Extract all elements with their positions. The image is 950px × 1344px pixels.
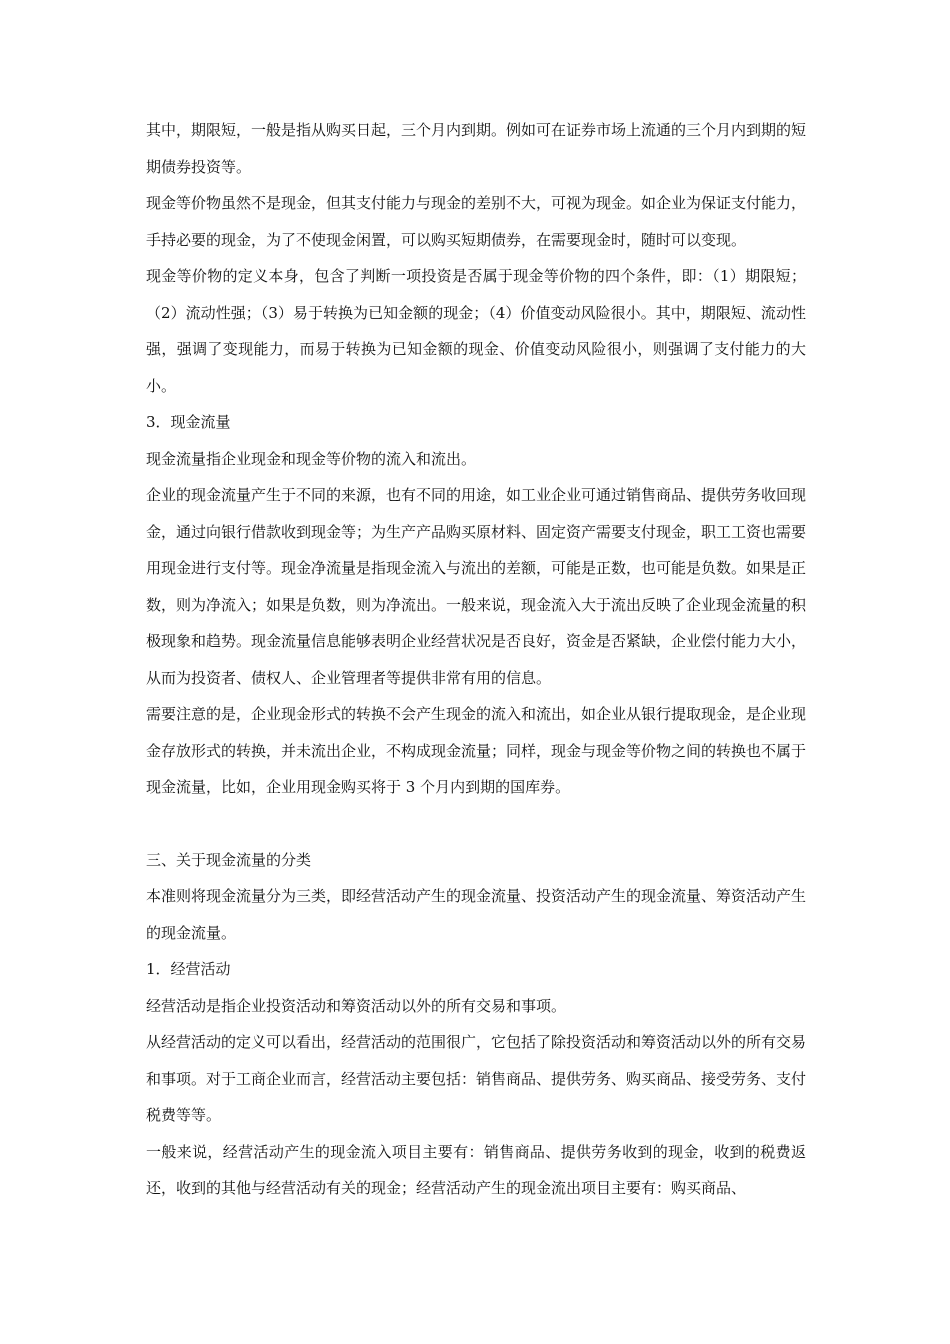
- paragraph: 企业的现金流量产生于不同的来源，也有不同的用途，如工业企业可通过销售商品、提供劳务收回现金，通过向银行借款收到现金等；为生产产品购买原材料、固定资产需要支付现金，职工工资也需要用现金进行支付等。现金净流量是指现金流入与流出的差额，可能是正数，也可能是负数。如果是正数，则为净流入；如果是负数，则为净流出。一般来说，现金流入大于流出反映了企业现金流量的积极现象和趋势。现金流量信息能够表明企业经营状况是否良好，资金是否紧缺，企业偿付能力大小，从而为投资者、债权人、企业管理者等提供非常有用的信息。: [146, 486, 807, 687]
- paragraph: 本准则将现金流量分为三类，即经营活动产生的现金流量、投资活动产生的现金流量、筹资活动产生的现金流量。: [146, 887, 807, 942]
- paragraph: 现金流量指企业现金和现金等价物的流入和流出。: [146, 449, 477, 468]
- paragraph: 一般来说，经营活动产生的现金流入项目主要有：销售商品、提供劳务收到的现金，收到的税费返还，收到的其他与经营活动有关的现金；经营活动产生的现金流出项目主要有：购买商品、: [146, 1142, 806, 1197]
- paragraph: 需要注意的是，企业现金形式的转换不会产生现金的流入和流出，如企业从银行提取现金，是企业现金存放形式的转换，并未流出企业，不构成现金流量；同样，现金与现金等价物之间的转换也不属于现金流量，比如，企业用现金购买将于 3 个月内到期的国库券。: [146, 705, 807, 796]
- document-body: [146, 112, 806, 1207]
- paragraph: 现金等价物的定义本身，包含了判断一项投资是否属于现金等价物的四个条件，即：（1）期限短；（2）流动性强；（3）易于转换为已知金额的现金；（4）价值变动风险很小。其中，期限短、流动性强，强调了变现能力，而易于转换为已知金额的现金、价值变动风险很小，则强调了支付能力的大小。: [146, 267, 806, 395]
- section-heading: 三、关于现金流量的分类: [146, 850, 312, 869]
- paragraph: 从经营活动的定义可以看出，经营活动的范围很广，它包括了除投资活动和筹资活动以外的所有交易和事项。对于工商企业而言，经营活动主要包括：销售商品、提供劳务、购买商品、接受劳务、支付税费等等。: [146, 1033, 807, 1124]
- paragraph: 经营活动是指企业投资活动和筹资活动以外的所有交易和事项。: [146, 996, 567, 1015]
- blank-line: [146, 806, 806, 842]
- paragraph: 其中，期限短，一般是指从购买日起，三个月内到期。例如可在证券市场上流通的三个月内到期的短期债券投资等。: [146, 121, 807, 176]
- section-heading: 3．现金流量: [146, 413, 231, 431]
- paragraph: 现金等价物虽然不是现金，但其支付能力与现金的差别不大，可视为现金。如企业为保证支付能力，手持必要的现金，为了不使现金闲置，可以购买短期债券，在需要现金时，随时可以变现。: [146, 194, 807, 249]
- section-heading: 1．经营活动: [146, 960, 231, 978]
